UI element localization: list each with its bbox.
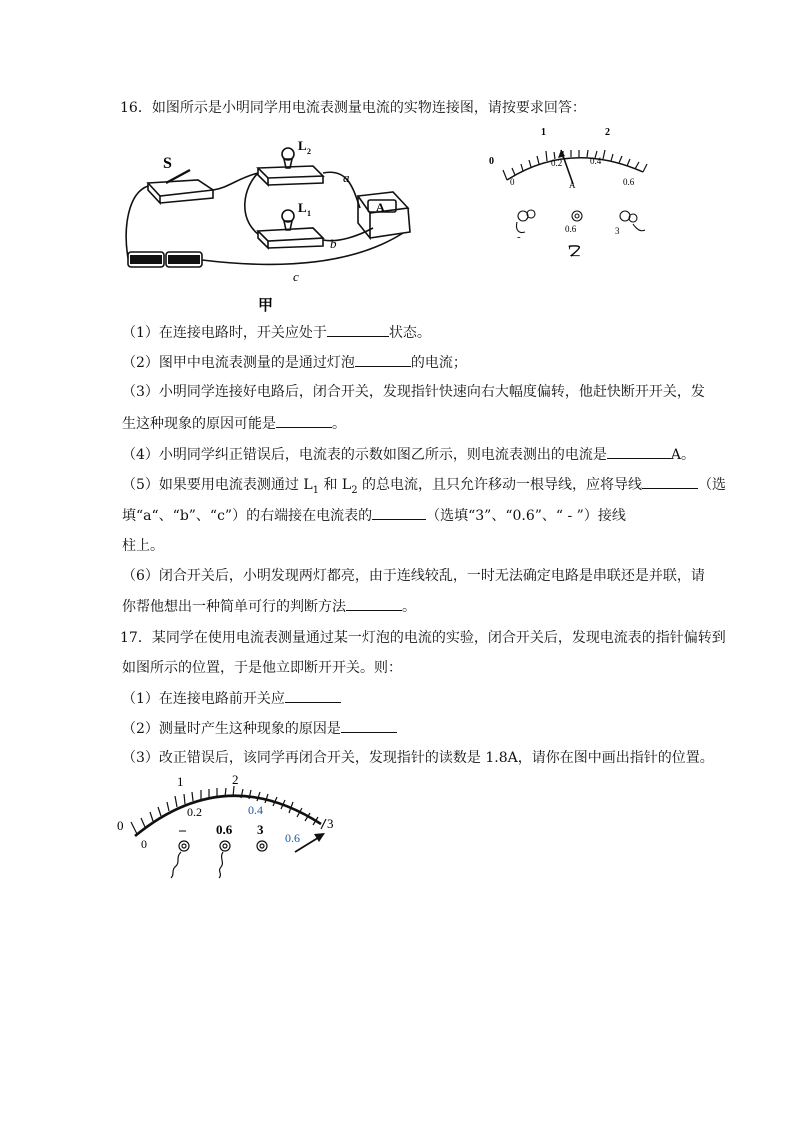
dial-yi-bottom-3: 0.6 — [623, 177, 635, 187]
dial-yi-bottom-2: 0.4 — [590, 156, 602, 166]
q17-stem-line2: 如图所示的位置，于是他立即断开开关。则： — [122, 660, 402, 676]
answer-blank[interactable] — [276, 413, 332, 428]
answer-blank[interactable] — [346, 596, 402, 611]
dial-yi-top-0: 0 — [489, 156, 494, 167]
q16-p3-line2: 生这种现象的原因可能是 。 — [122, 413, 346, 434]
answer-blank[interactable] — [355, 352, 411, 367]
dial-q17-top-0: 0 — [117, 818, 124, 833]
lamp2-label: L — [298, 138, 307, 153]
wire-c-label: c — [293, 269, 299, 284]
answer-blank[interactable] — [642, 474, 698, 489]
answer-blank[interactable] — [285, 688, 341, 703]
ammeter-figure-yi — [485, 122, 665, 262]
dial-yi-meter-letter: A — [569, 180, 576, 190]
dial-yi-terminal-06: 0.6 — [565, 224, 577, 234]
q16-p6-line2: 你帮他想出一种简单可行的判断方法 。 — [122, 596, 416, 617]
dial-q17-bottom-3: 0.6 — [285, 831, 300, 845]
dial-yi-bottom-1: 0.2 — [551, 158, 563, 168]
dial-q17-terminal-3: 3 — [257, 822, 264, 837]
meter-label: A — [376, 200, 385, 214]
q16-p5-line3: 柱上。 — [122, 538, 164, 554]
dial-yi-terminal-3: 3 — [615, 226, 620, 236]
q16-stem: 16．如图所示是小明同学用电流表测量电流的实物连接图，请按要求回答： — [120, 100, 586, 116]
circuit-figure-jia — [118, 128, 428, 313]
q16-p6-line1: （6）闭合开关后，小明发现两灯都亮，由于连线较乱，一时无法确定电路是串联还是并联，请 — [122, 568, 705, 584]
answer-blank[interactable] — [341, 718, 397, 733]
figure-yi-caption: 乙 — [567, 243, 581, 258]
q16-p4: （4）小明同学纠正错误后，电流表的示数如图乙所示，则电流表测出的电流是 A。 — [122, 444, 695, 465]
dial-yi-top-2: 2 — [605, 127, 610, 138]
q16-p2: （2）图甲中电流表测量的是通过灯泡 的电流； — [122, 352, 467, 373]
ammeter-figure-q17 — [115, 772, 345, 882]
lamp1-sub: 1 — [307, 209, 311, 218]
switch-label: S — [163, 155, 172, 172]
dial-yi-top-1: 1 — [541, 127, 546, 138]
wire-a-label: a — [343, 170, 350, 185]
answer-blank[interactable] — [327, 322, 389, 337]
dial-q17-top-1: 1 — [177, 774, 184, 789]
wire-b-label: b — [330, 236, 337, 251]
dial-yi-bottom-0: 0 — [510, 177, 515, 187]
answer-blank[interactable] — [372, 505, 426, 520]
q17-stem-line1: 17．某同学在使用电流表测量通过某一灯泡的电流的实验，闭合开关后，发现电流表的指针偏转到 — [120, 630, 726, 646]
dial-q17-top-3: 3 — [327, 816, 334, 831]
dial-q17-bottom-0: 0 — [141, 837, 147, 851]
dial-q17-bottom-1: 0.2 — [187, 805, 202, 819]
dial-q17-terminal-06: 0.6 — [216, 822, 233, 837]
dial-q17-bottom-2: 0.4 — [248, 803, 263, 817]
figure-jia-caption: 甲 — [258, 298, 274, 313]
q17-p1: （1）在连接电路前开关应 — [122, 688, 341, 709]
lamp2-sub: 2 — [307, 147, 311, 156]
lamp1-label: L — [298, 200, 307, 215]
q16-p3-line1: （3）小明同学连接好电路后，闭合开关，发现指针快速向右大幅度偏转，他赶快断开开关，发 — [122, 384, 705, 400]
q16-p5-line1: （5）如果要用电流表测通过 $L_1$ 和 $L_2$ 的总电流，且只允许移动一根导线，应将导线 （选 — [122, 474, 726, 501]
q16-p5-line2: 填“a“、“b”、“c”）的右端接在电流表的 （选填“3”、“0.6”、“ - ”）接线 — [122, 505, 626, 526]
q16-p1: （1）在连接电路时，开关应处于 状态。 — [122, 322, 431, 343]
q17-p3: （3）改正错误后，该同学再闭合开关，发现指针的读数是 1.8A，请你在图中画出指针的位置。 — [122, 750, 714, 766]
answer-blank[interactable] — [607, 444, 671, 459]
dial-q17-terminal-minus: – — [179, 823, 186, 838]
dial-q17-top-2: 2 — [232, 772, 239, 787]
q17-p2: （2）测量时产生这种现象的原因是 — [122, 718, 397, 739]
dial-yi-terminal-minus: - — [517, 231, 521, 243]
